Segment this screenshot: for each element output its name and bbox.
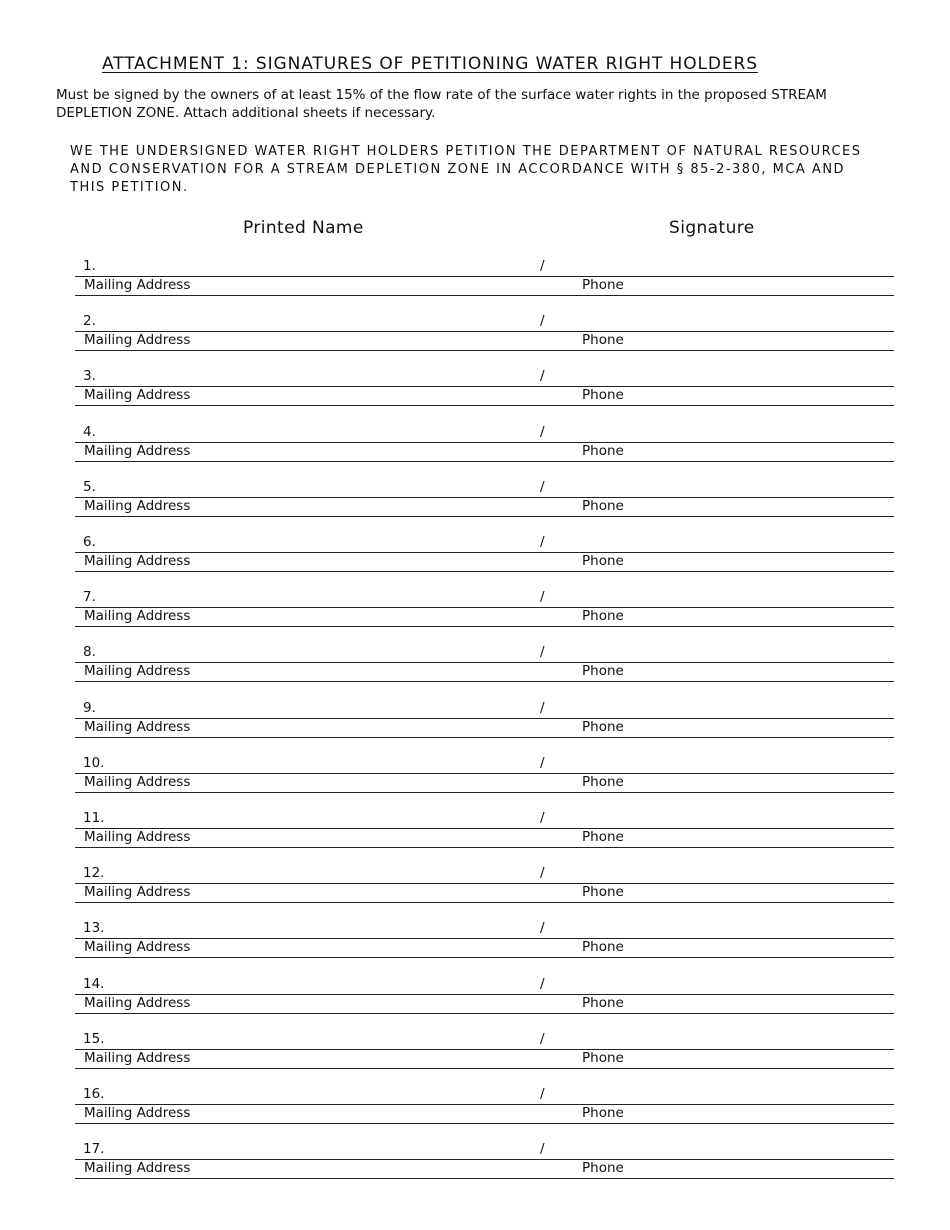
name-signature-separator: / <box>540 368 545 384</box>
mailing-address-label: Mailing Address <box>84 553 191 569</box>
mailing-address-label: Mailing Address <box>84 829 191 845</box>
name-signature-line[interactable] <box>75 276 894 277</box>
entry-number: 2. <box>83 313 96 329</box>
name-signature-line[interactable] <box>75 1104 894 1105</box>
address-phone-line[interactable] <box>75 1123 894 1124</box>
name-signature-line[interactable] <box>75 331 894 332</box>
entry-number: 13. <box>83 920 105 936</box>
address-phone-line[interactable] <box>75 792 894 793</box>
mailing-address-label: Mailing Address <box>84 1050 191 1066</box>
mailing-address-label: Mailing Address <box>84 608 191 624</box>
name-signature-separator: / <box>540 589 545 605</box>
name-signature-separator: / <box>540 534 545 550</box>
name-signature-line[interactable] <box>75 883 894 884</box>
address-phone-line[interactable] <box>75 405 894 406</box>
phone-label: Phone <box>582 553 624 569</box>
entry-number: 4. <box>83 424 96 440</box>
phone-label: Phone <box>582 995 624 1011</box>
address-phone-line[interactable] <box>75 1178 894 1179</box>
name-signature-line[interactable] <box>75 773 894 774</box>
petition-statement: WE THE UNDERSIGNED WATER RIGHT HOLDERS PETITION THE DEPARTMENT OF NATURAL RESOURCES AND CONSERVATION FOR A STREAM DEPLETION ZONE IN ACCORDANCE WITH § 85-2-380, MCA AND THIS PETITION. <box>70 144 862 195</box>
mailing-address-label: Mailing Address <box>84 884 191 900</box>
address-phone-line[interactable] <box>75 295 894 296</box>
phone-label: Phone <box>582 774 624 790</box>
name-signature-line[interactable] <box>75 662 894 663</box>
name-signature-separator: / <box>540 700 545 716</box>
name-signature-separator: / <box>540 479 545 495</box>
mailing-address-label: Mailing Address <box>84 387 191 403</box>
signature-entry[interactable] <box>75 976 894 1016</box>
entry-number: 16. <box>83 1086 105 1102</box>
name-signature-separator: / <box>540 920 545 936</box>
name-signature-separator: / <box>540 258 545 274</box>
phone-label: Phone <box>582 719 624 735</box>
signature-entry[interactable] <box>75 700 894 740</box>
signature-entry[interactable] <box>75 865 894 905</box>
entry-number: 15. <box>83 1031 105 1047</box>
mailing-address-label: Mailing Address <box>84 719 191 735</box>
name-signature-line[interactable] <box>75 994 894 995</box>
phone-label: Phone <box>582 939 624 955</box>
instructions-text: Must be signed by the owners of at least 15% of the flow rate of the surface water rights in the proposed STREAM DEPLETION ZONE. Attach additional sheets if necessary. <box>56 87 827 121</box>
phone-label: Phone <box>582 277 624 293</box>
mailing-address-label: Mailing Address <box>84 332 191 348</box>
phone-label: Phone <box>582 663 624 679</box>
mailing-address-label: Mailing Address <box>84 995 191 1011</box>
name-signature-separator: / <box>540 755 545 771</box>
form-title: ATTACHMENT 1: SIGNATURES OF PETITIONING WATER RIGHT HOLDERS <box>102 54 758 74</box>
mailing-address-label: Mailing Address <box>84 774 191 790</box>
signature-entry[interactable] <box>75 258 894 298</box>
entry-number: 9. <box>83 700 96 716</box>
name-signature-line[interactable] <box>75 828 894 829</box>
entry-number: 12. <box>83 865 105 881</box>
name-signature-line[interactable] <box>75 442 894 443</box>
column-header-signature: Signature <box>669 218 755 238</box>
phone-label: Phone <box>582 1050 624 1066</box>
name-signature-separator: / <box>540 424 545 440</box>
name-signature-line[interactable] <box>75 1159 894 1160</box>
address-phone-line[interactable] <box>75 1068 894 1069</box>
entry-number: 7. <box>83 589 96 605</box>
mailing-address-label: Mailing Address <box>84 939 191 955</box>
entry-number: 3. <box>83 368 96 384</box>
mailing-address-label: Mailing Address <box>84 1160 191 1176</box>
address-phone-line[interactable] <box>75 847 894 848</box>
signature-entry[interactable] <box>75 810 894 850</box>
entry-number: 6. <box>83 534 96 550</box>
name-signature-separator: / <box>540 1141 545 1157</box>
phone-label: Phone <box>582 387 624 403</box>
mailing-address-label: Mailing Address <box>84 443 191 459</box>
name-signature-separator: / <box>540 644 545 660</box>
entry-number: 11. <box>83 810 105 826</box>
mailing-address-label: Mailing Address <box>84 498 191 514</box>
name-signature-separator: / <box>540 313 545 329</box>
phone-label: Phone <box>582 1105 624 1121</box>
address-phone-line[interactable] <box>75 902 894 903</box>
name-signature-separator: / <box>540 1086 545 1102</box>
name-signature-line[interactable] <box>75 386 894 387</box>
entry-number: 5. <box>83 479 96 495</box>
signature-entry[interactable] <box>75 755 894 795</box>
signature-entry[interactable] <box>75 1031 894 1071</box>
name-signature-separator: / <box>540 976 545 992</box>
mailing-address-label: Mailing Address <box>84 1105 191 1121</box>
name-signature-line[interactable] <box>75 938 894 939</box>
phone-label: Phone <box>582 443 624 459</box>
signature-entry[interactable] <box>75 1141 894 1181</box>
entry-number: 8. <box>83 644 96 660</box>
name-signature-line[interactable] <box>75 1049 894 1050</box>
entry-number: 10. <box>83 755 105 771</box>
entry-number: 14. <box>83 976 105 992</box>
entry-number: 1. <box>83 258 96 274</box>
name-signature-line[interactable] <box>75 718 894 719</box>
entry-number: 17. <box>83 1141 105 1157</box>
signature-entry[interactable] <box>75 479 894 519</box>
address-phone-line[interactable] <box>75 737 894 738</box>
column-header-printed-name: Printed Name <box>243 218 364 238</box>
address-phone-line[interactable] <box>75 516 894 517</box>
signature-entry[interactable] <box>75 368 894 408</box>
signature-entry[interactable] <box>75 920 894 960</box>
name-signature-line[interactable] <box>75 552 894 553</box>
signature-entry[interactable] <box>75 313 894 353</box>
signature-entry[interactable] <box>75 589 894 629</box>
phone-label: Phone <box>582 1160 624 1176</box>
address-phone-line[interactable] <box>75 626 894 627</box>
mailing-address-label: Mailing Address <box>84 663 191 679</box>
mailing-address-label: Mailing Address <box>84 277 191 293</box>
phone-label: Phone <box>582 829 624 845</box>
signature-entry[interactable] <box>75 1086 894 1126</box>
phone-label: Phone <box>582 608 624 624</box>
address-phone-line[interactable] <box>75 461 894 462</box>
phone-label: Phone <box>582 332 624 348</box>
signature-entry[interactable] <box>75 534 894 574</box>
address-phone-line[interactable] <box>75 571 894 572</box>
name-signature-separator: / <box>540 865 545 881</box>
name-signature-line[interactable] <box>75 497 894 498</box>
phone-label: Phone <box>582 884 624 900</box>
address-phone-line[interactable] <box>75 957 894 958</box>
name-signature-separator: / <box>540 810 545 826</box>
address-phone-line[interactable] <box>75 1013 894 1014</box>
address-phone-line[interactable] <box>75 350 894 351</box>
address-phone-line[interactable] <box>75 681 894 682</box>
phone-label: Phone <box>582 498 624 514</box>
name-signature-separator: / <box>540 1031 545 1047</box>
name-signature-line[interactable] <box>75 607 894 608</box>
signature-entry[interactable] <box>75 644 894 684</box>
signature-entry[interactable] <box>75 424 894 464</box>
